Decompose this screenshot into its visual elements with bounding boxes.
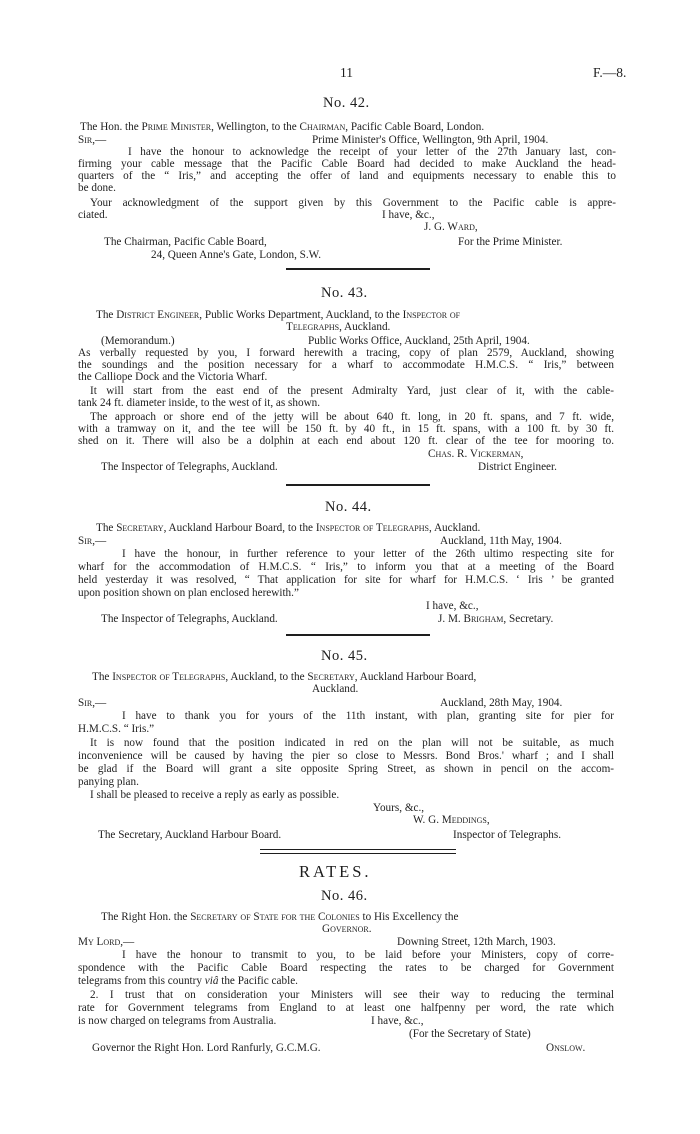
title-part: Inspector of Telegraphs [315,522,429,534]
for-line: (For the Secretary of State) [409,1028,531,1040]
text-part: the Pacific cable. [218,975,298,987]
title-part: Chairman [299,121,346,133]
section-divider [286,484,430,486]
title-part: Telegraphs [286,321,340,333]
section-divider [286,268,430,270]
body-line: tank 24 ft. diameter inside, to the west of it, as shown. [78,397,321,409]
body-line: wharf for the accommodation of H.M.C.S. “ Iris,” to inform you that at a meeting of the Board [78,561,614,573]
signer-role: Secretary. [506,613,554,625]
addressee: The Chairman, Pacific Cable Board, [104,236,267,248]
title-part: . [368,923,372,935]
body-line: H.M.C.S. “ Iris.” [78,723,155,735]
title-part: , Auckland Harbour Board, [354,671,477,683]
section-divider [260,853,456,854]
body-line: inconvenience will be caused by having the pier so close to Messrs. Bond Bros.' wharf ; and I shall [78,750,614,762]
section-number-44: No. 44. [325,499,372,515]
body-line: shed on it. There will also be a dolphin at each end about 120 ft. clear of the tee for mooring to. [78,435,614,447]
title-part: , Auckland. [429,522,481,534]
title-part: , Wellington, to the [211,121,300,133]
body-line: held yesterday it was resolved, “ That application for site for wharf for H.M.C.S. ‘ Iris ’ be granted [78,574,614,586]
dateline: Auckland, 28th May, 1904. [440,697,563,709]
body-line: upon position shown on plan enclosed herewith.” [78,587,299,599]
body-line: rate for Government telegrams from England to at least one halfpenny per word, the rate which [78,1002,614,1014]
addressee: The Secretary, Auckland Harbour Board. [98,829,282,841]
body-line: I have the honour, in further reference to your letter of the 26th ultimo respecting site for [122,548,614,560]
body-line: ciated. [78,209,108,221]
body-line: Your acknowledgment of the support given by this Government to the Pacific cable is appre- [90,197,616,209]
signer-name: J. M. Brigham, [438,613,507,625]
title-part: The Right Hon. the [101,911,191,923]
body-line: 2. I trust that on consideration your Ministers will see their way to reducing the terminal [90,989,614,1001]
title-part: The [96,309,117,321]
signer: W. G. Meddings, [413,814,490,826]
text-part: telegrams from this country [78,975,205,987]
closing: I have, &c., [382,209,435,221]
body-line: is now charged on telegrams from Australia. [78,1015,277,1027]
title-part: Inspector of [402,309,461,321]
memorandum-label: (Memorandum.) [101,335,175,347]
body-line: firming your cable message that the Pacific Cable Board had decided to make Auckland the head- [78,158,616,170]
body-line: The approach or shore end of the jetty will be about 640 ft. long, in 20 ft. spans, and 7 ft. wide, [90,411,614,423]
body-line: I have the honour to transmit to you, to be laid before your Ministers, copy of corre- [122,949,614,961]
body-line: It will start from the east end of the present Admiralty Yard, just clear of it, with the cable- [90,385,614,397]
letter-title-45-cont: Auckland. [312,683,359,695]
addressee: The Inspector of Telegraphs, Auckland. [101,461,278,473]
title-part: Secretary [307,671,355,683]
dateline: Auckland, 11th May, 1904. [440,535,562,547]
signer-role: Inspector of Telegraphs. [453,829,562,841]
signer: Chas. R. Vickerman, [428,448,524,460]
title-part: , Pacific Cable Board, London. [345,121,485,133]
closing: I have, &c., [371,1015,424,1027]
signer: J. G. Ward, [424,221,478,233]
body-line: quarters of the “ Iris,” and accepting the offer of land and equipments necessary to enable this to [78,170,616,182]
page-number: 11 [340,65,353,80]
body-line [78,975,298,987]
closing: I have, &c., [426,600,479,612]
title-part: District Engineer [116,309,200,321]
title-part: Prime Minister [141,121,212,133]
title-part: , Public Works Department, Auckland, to the [199,309,403,321]
body-line: It is now found that the position indicated in red on the plan will not be suitable, as much [90,737,614,749]
letter-title-45 [92,671,476,683]
salutation: Sir,— [78,697,107,709]
section-number-42: No. 42. [323,95,370,111]
section-heading-rates: RATES. [299,862,372,881]
title-part: , Auckland, to the [225,671,308,683]
dateline: Public Works Office, Auckland, 25th April, 1904. [308,335,530,347]
section-divider [260,849,456,850]
title-part: Inspector of Telegraphs [112,671,226,683]
letter-title-46-cont [322,923,372,935]
document-reference: F.—8. [593,65,627,80]
body-line: I shall be pleased to receive a reply as early as possible. [90,789,340,801]
body-line: the Calliope Dock and the Victoria Wharf. [78,371,268,383]
text-part: viâ [204,975,219,987]
body-line: I have to thank you for yours of the 11th instant, with plan, granting site for pier for [122,710,614,722]
signer-role: District Engineer. [478,461,557,473]
dateline: Downing Street, 12th March, 1903. [397,936,556,948]
title-part: Governor [322,923,369,935]
salutation: Sir,— [78,134,107,146]
salutation: My Lord,— [78,936,135,948]
title-part: The [92,671,113,683]
addressee: Governor the Right Hon. Lord Ranfurly, G.C.M.G. [92,1042,321,1054]
body-line: I have the honour to acknowledge the receipt of your letter of the 27th January last, con- [128,146,616,158]
body-line: be done. [78,182,116,194]
body-line: As verbally requested by you, I forward herewith a tracing, copy of plan 2579, Auckland, showing [78,347,614,359]
letter-title-43 [96,309,460,321]
title-part: , Auckland. [339,321,391,333]
section-divider [286,634,430,636]
closing: Yours, &c., [373,802,425,814]
signer: Onslow. [546,1042,586,1054]
title-part: Secretary of State for the Colonies [190,911,360,923]
title-part: Secretary [116,522,164,534]
section-number-46: No. 46. [321,888,368,904]
section-number-43: No. 43. [321,285,368,301]
signer [438,613,553,625]
title-part: The [96,522,117,534]
body-line: be glad if the Board will grant a site opposite Spring Street, as shown in pencil on the accom- [78,763,614,775]
letter-title-44 [96,522,480,534]
body-line: the soundings and the position necessary for a wharf to accommodate H.M.C.S. “ Iris,” between [78,359,614,371]
title-part: , Auckland Harbour Board, to the [163,522,316,534]
signer-role: For the Prime Minister. [458,236,563,248]
body-line: panying plan. [78,776,139,788]
title-part: to His Excellency the [359,911,459,923]
letter-title-42 [80,121,484,133]
title-part: The Hon. the [80,121,142,133]
addressee: 24, Queen Anne's Gate, London, S.W. [151,249,322,261]
body-line: with a tramway on it, and the tee will be 150 ft. by 40 ft., in 15 ft. spans, with a 100 ft. by 30 ft. [78,423,614,435]
letter-title-43-cont [286,321,390,333]
letter-title-46 [101,911,458,923]
dateline: Prime Minister's Office, Wellington, 9th April, 1904. [312,134,549,146]
salutation: Sir,— [78,535,107,547]
addressee: The Inspector of Telegraphs, Auckland. [101,613,278,625]
body-line: spondence with the Pacific Cable Board respecting the rates to be charged for Government [78,962,614,974]
section-number-45: No. 45. [321,648,368,664]
